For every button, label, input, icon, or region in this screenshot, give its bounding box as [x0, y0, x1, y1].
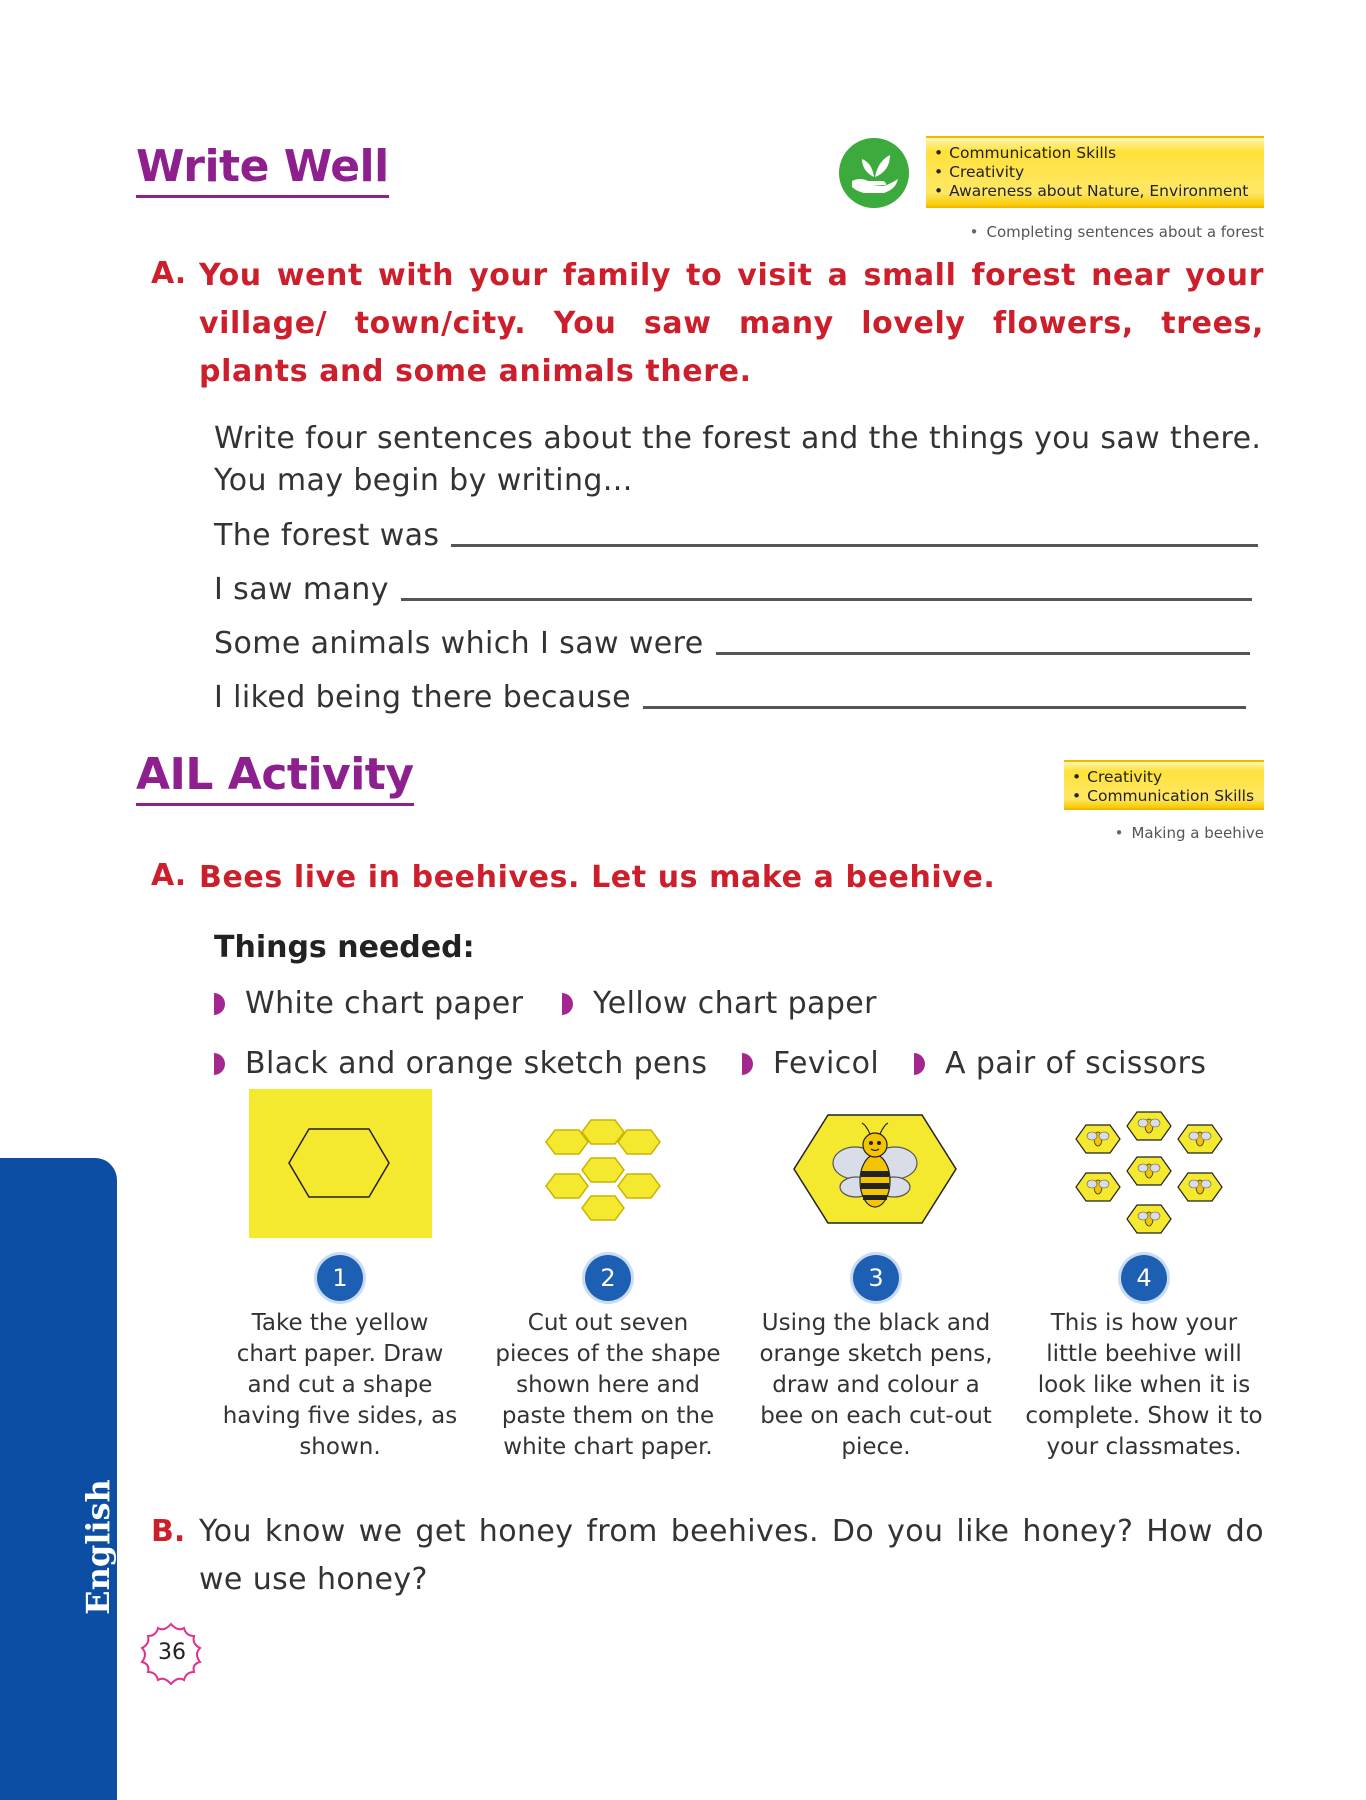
sentence-prompt-2 — [214, 572, 1252, 607]
write-well-objective: • Completing sentences about a forest — [970, 223, 1264, 241]
prompt-text: Some animals which I saw were — [214, 626, 704, 661]
subject-label: English — [78, 1479, 117, 1615]
question-a-label: A. — [151, 256, 187, 291]
instruction-line-1: Write four sentences about the forest and the things you saw there. — [214, 421, 1262, 456]
step-text-4: This is how your little beehive will look like when it is complete. Show it to your classmates. — [1025, 1310, 1263, 1460]
material-item: Fevicol — [742, 1046, 879, 1081]
bullet-icon — [742, 1053, 753, 1075]
ail-objective: • Making a beehive — [1115, 824, 1264, 842]
write-well-title: Write Well — [136, 142, 389, 198]
answer-line[interactable] — [643, 706, 1246, 709]
skill-item: • Communication Skills — [1072, 787, 1254, 806]
question-b-label: B. — [151, 1514, 186, 1549]
prompt-text: The forest was — [214, 518, 440, 553]
answer-line[interactable] — [451, 544, 1258, 547]
step-number-2: 2 — [585, 1255, 631, 1301]
instruction-line-2: You may begin by writing... — [214, 463, 633, 498]
hand-plant-icon — [838, 137, 910, 209]
bullet-icon — [914, 1053, 925, 1075]
material-item: White chart paper — [214, 986, 523, 1021]
material-item: A pair of scissors — [914, 1046, 1206, 1081]
answer-line[interactable] — [401, 598, 1252, 601]
step-number-1: 1 — [317, 1255, 363, 1301]
step-number-4: 4 — [1121, 1255, 1167, 1301]
prompt-text: I saw many — [214, 572, 389, 607]
page-number: 36 — [158, 1640, 186, 1665]
skill-item: • Creativity — [1072, 768, 1254, 787]
things-needed-heading: Things needed: — [214, 930, 475, 965]
write-well-skills-box — [926, 136, 1264, 208]
question-a-text: You went with your family to visit a small forest near your village/ town/city. You saw many lovely flowers, trees, plants and some animals there. — [199, 258, 1264, 389]
material-item: Black and orange sketch pens — [214, 1046, 707, 1081]
bee-hexagon-image — [792, 1113, 958, 1225]
step-number-3: 3 — [853, 1255, 899, 1301]
bullet-icon — [214, 1053, 225, 1075]
sentence-prompt-3 — [214, 626, 1250, 661]
beehive-complete-image — [1070, 1111, 1228, 1239]
answer-line[interactable] — [716, 652, 1250, 655]
ail-skills-box — [1064, 760, 1264, 810]
skill-item: • Awareness about Nature, Environment — [934, 182, 1254, 201]
bullet-icon — [562, 993, 573, 1015]
material-item: Yellow chart paper — [562, 986, 877, 1021]
step-text-1: Take the yellow chart paper. Draw and cut a shape having five sides, as shown. — [222, 1310, 458, 1460]
question-b-text: You know we get honey from beehives. Do you like honey? How do we use honey? — [199, 1514, 1264, 1597]
skill-item: • Creativity — [934, 163, 1254, 182]
step-text-2: Cut out seven pieces of the shape shown here and paste them on the white chart paper. — [495, 1310, 721, 1460]
ail-activity-title: AIL Activity — [136, 750, 414, 806]
step-text-3: Using the black and orange sketch pens, draw and colour a bee on each cut-out piece. — [759, 1310, 993, 1460]
sentence-prompt-1 — [214, 518, 1258, 553]
sentence-prompt-4 — [214, 680, 1246, 715]
ail-question-a-text: Bees live in beehives. Let us make a beehive. — [199, 860, 996, 895]
bullet-icon — [214, 993, 225, 1015]
skill-item: • Communication Skills — [934, 144, 1254, 163]
prompt-text: I liked being there because — [214, 680, 632, 715]
seven-hexagons-image — [538, 1118, 668, 1224]
yellow-paper-image — [249, 1089, 432, 1238]
ail-question-a-label: A. — [151, 858, 187, 893]
